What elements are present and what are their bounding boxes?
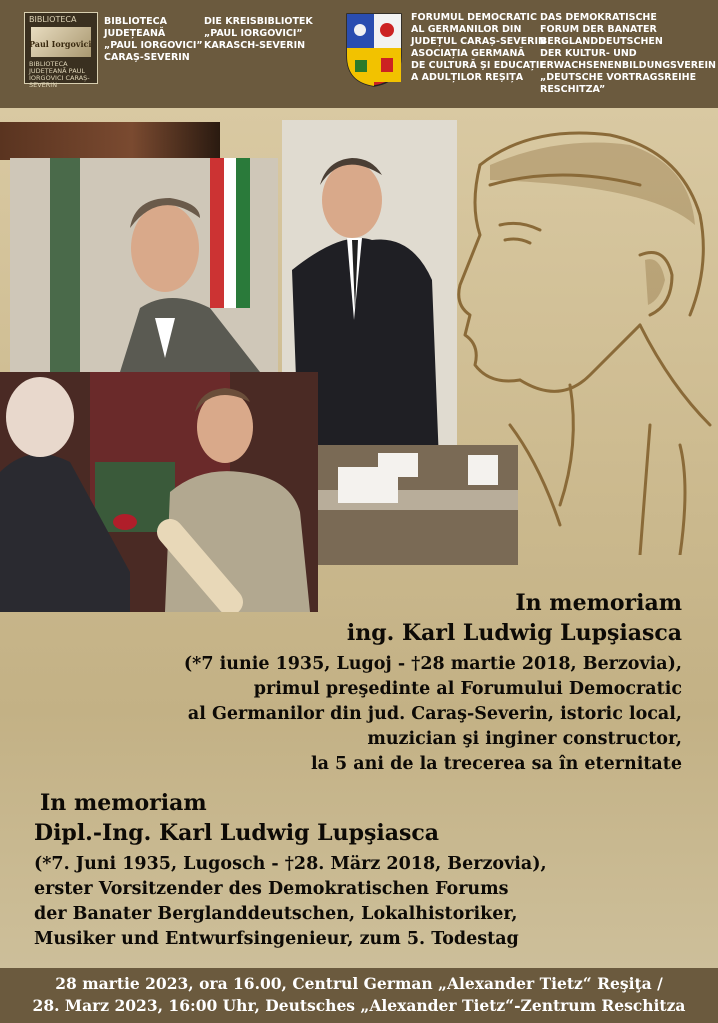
photo-speaking bbox=[10, 158, 278, 372]
ro-name: ing. Karl Ludwig Lupşiasca bbox=[346, 620, 682, 646]
footer-bar bbox=[0, 968, 718, 1023]
forum-ro-line: AL GERMANILOR DIN bbox=[411, 24, 522, 35]
library-ro-line: CARAȘ-SEVERIN bbox=[104, 52, 190, 63]
library-ro-line: BIBLIOTECA bbox=[104, 16, 167, 27]
library-name-de bbox=[204, 16, 313, 52]
forum-name-ro bbox=[411, 12, 546, 84]
de-line: erster Vorsitzender des Demokratischen Forums bbox=[34, 879, 509, 899]
forum-de-line: DAS DEMOKRATISCHE bbox=[540, 12, 657, 23]
ro-line: muzician şi inginer constructor, bbox=[367, 729, 682, 749]
header-bar bbox=[0, 0, 718, 108]
library-de-line: „PAUL IORGOVICI” bbox=[204, 28, 303, 39]
ro-line: al Germanilor din jud. Caraş-Severin, istoric local, bbox=[187, 704, 682, 724]
forum-de-line: „DEUTSCHE VORTRAGSREIHE bbox=[540, 72, 697, 83]
forum-ro-line: FORUMUL DEMOCRATIC bbox=[411, 12, 537, 23]
de-line: (*7. Juni 1935, Lugosch - †28. März 2018, Berzovia), bbox=[34, 854, 547, 874]
library-logo-icon bbox=[24, 12, 98, 89]
logo-text-bottom: BIBLIOTECA JUDEȚEANĂ PAUL IORGOVICI CARAȘ-SEVERIN bbox=[29, 60, 90, 89]
forum-ro-line: ASOCIAȚIA GERMANĂ bbox=[411, 48, 525, 59]
forum-de-line: ERWACHSENENBILDUNGSVEREIN bbox=[540, 60, 717, 71]
de-line: der Banater Berglanddeutschen, Lokalhistoriker, bbox=[34, 904, 518, 924]
ro-title: In memoriam bbox=[515, 590, 682, 616]
county-crest-icon bbox=[345, 12, 403, 88]
forum-de-line: BERGLANDDEUTSCHEN bbox=[540, 36, 663, 47]
de-title: In memoriam bbox=[40, 790, 207, 816]
ro-line: la 5 ani de la trecerea sa în eternitate bbox=[310, 754, 682, 774]
photo-ceiling bbox=[0, 122, 220, 160]
library-ro-line: „PAUL IORGOVICI” bbox=[104, 40, 203, 51]
library-de-line: KARASCH-SEVERIN bbox=[204, 40, 306, 51]
photo-gift bbox=[0, 372, 318, 612]
forum-de-line: FORUM DER BANATER bbox=[540, 24, 657, 35]
ro-line: primul preşedinte al Forumului Democratic bbox=[253, 679, 682, 699]
library-ro-line: JUDEȚEANĂ bbox=[104, 28, 166, 39]
de-line: Musiker und Entwurfsingenieur, zum 5. Todestag bbox=[34, 929, 519, 949]
forum-de-line: RESCHITZA” bbox=[540, 84, 606, 95]
forum-ro-line: A ADULȚILOR REȘIȚA bbox=[411, 72, 524, 83]
forum-de-line: DER KULTUR- UND bbox=[540, 48, 637, 59]
forum-ro-line: JUDEȚUL CARAȘ-SEVERIN bbox=[411, 36, 546, 47]
footer-line-ro: 28 martie 2023, ora 16.00, Centrul German „Alexander Tietz“ Reşiţa / bbox=[55, 974, 663, 993]
ro-line: (*7 iunie 1935, Lugoj - †28 martie 2018, Berzovia), bbox=[183, 654, 682, 674]
photo-table bbox=[318, 445, 518, 565]
library-de-line: DIE KREISBIBLIOTEK bbox=[204, 16, 313, 27]
forum-ro-line: DE CULTURĂ ȘI EDUCAȚIE bbox=[411, 60, 546, 71]
forum-name-de bbox=[540, 12, 716, 96]
library-name-ro bbox=[104, 16, 203, 64]
footer-line-de: 28. Marz 2023, 16:00 Uhr, Deutsches „Alexander Tietz“-Zentrum Reschitza bbox=[32, 996, 686, 1015]
logo-text-top: BIBLIOTECA bbox=[29, 15, 77, 24]
de-name: Dipl.-Ing. Karl Ludwig Lupşiasca bbox=[34, 820, 440, 846]
logo-text-middle: Paul Iorgovici bbox=[29, 39, 92, 49]
